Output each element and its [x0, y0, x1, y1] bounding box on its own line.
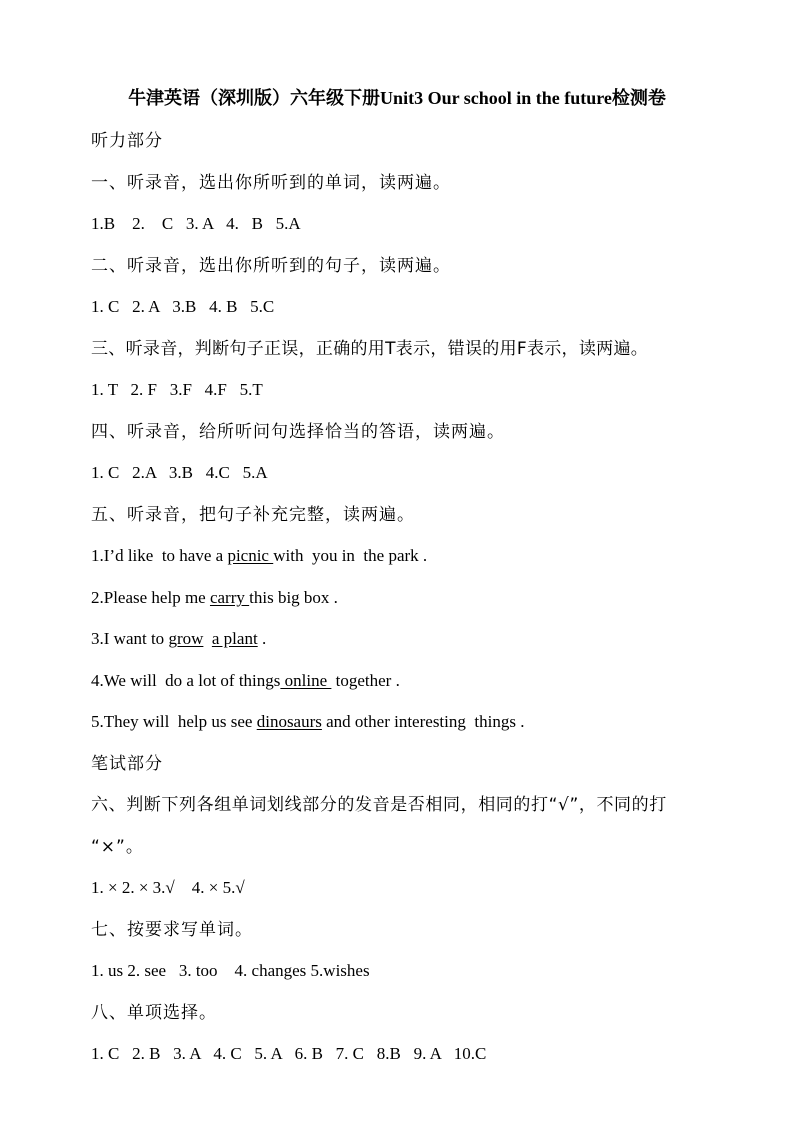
q5-s3-mid [203, 629, 212, 648]
q2-answers: 1. C 2. A 3.B 4. B 5.C [91, 297, 275, 316]
q5-sentence-3 [91, 626, 731, 652]
q8-answers: 1. C 2. B 3. A 4. C 5. A 6. B 7. C 8.B 9. A 10.C [91, 1044, 487, 1063]
q3-answers: 1. T 2. F 3.F 4.F 5.T [91, 380, 263, 399]
q3-instruction: 三、听录音，判断句子正误，正确的用T表示，错误的用F表示，读两遍。 [91, 339, 649, 359]
q6-instruction-line-2: “×”。 [91, 837, 144, 857]
q7-instruction: 七、按要求写单词。 [91, 920, 253, 940]
q5-s3-pre: 3.I want to [91, 629, 169, 648]
q5-s3-answer-1: grow [168, 629, 204, 648]
q4-instruction: 四、听录音，给所听问句选择恰当的答语，读两遍。 [91, 422, 505, 442]
q5-s4-post: together . [331, 671, 400, 690]
q5-s2-answer: carry [209, 588, 250, 607]
q2-instruction: 二、听录音，选出你所听到的句子，读两遍。 [91, 256, 451, 276]
q1-answers: 1.B 2. C 3. A 4. B 5.A [91, 214, 301, 233]
q5-sentence-2 [91, 585, 731, 611]
q5-s5-pre: 5.They will help us see [91, 712, 257, 731]
q5-sentence-5 [91, 709, 731, 735]
listening-section-heading: 听力部分 [91, 131, 163, 151]
q7-answers: 1. us 2. see 3. too 4. changes 5.wishes [91, 961, 370, 980]
q5-s1-post: with you in the park . [273, 546, 428, 565]
written-section-heading: 笔试部分 [91, 754, 163, 774]
q5-s3-post: . [257, 629, 267, 648]
q5-s1-pre: 1.I’d like to have a [91, 546, 228, 565]
q5-s1-answer: picnic [227, 546, 274, 565]
document-title: 牛津英语（深圳版）六年级下册Unit3 Our school in the future检测卷 [128, 88, 666, 108]
q5-s5-answer: dinosaurs [256, 712, 322, 731]
q5-s4-answer: online [280, 671, 332, 690]
q5-sentence-1 [91, 543, 731, 569]
q5-s4-pre: 4.We will do a lot of things [91, 671, 281, 690]
q5-s2-pre: 2.Please help me [91, 588, 210, 607]
q1-instruction: 一、听录音，选出你所听到的单词，读两遍。 [91, 173, 451, 193]
q8-instruction: 八、单项选择。 [91, 1003, 217, 1023]
q5-s2-post: this big box . [249, 588, 338, 607]
q5-s3-answer-2: a plant [211, 629, 258, 648]
q5-instruction: 五、听录音，把句子补充完整，读两遍。 [91, 505, 415, 525]
q5-s5-post: and other interesting things . [321, 712, 525, 731]
q6-instruction-line-1: 六、判断下列各组单词划线部分的发音是否相同，相同的打“√”，不同的打 [91, 795, 667, 815]
q6-answers: 1. × 2. × 3.√ 4. × 5.√ [91, 878, 245, 897]
q4-answers: 1. C 2.A 3.B 4.C 5.A [91, 463, 268, 482]
q5-sentence-4 [91, 668, 731, 694]
